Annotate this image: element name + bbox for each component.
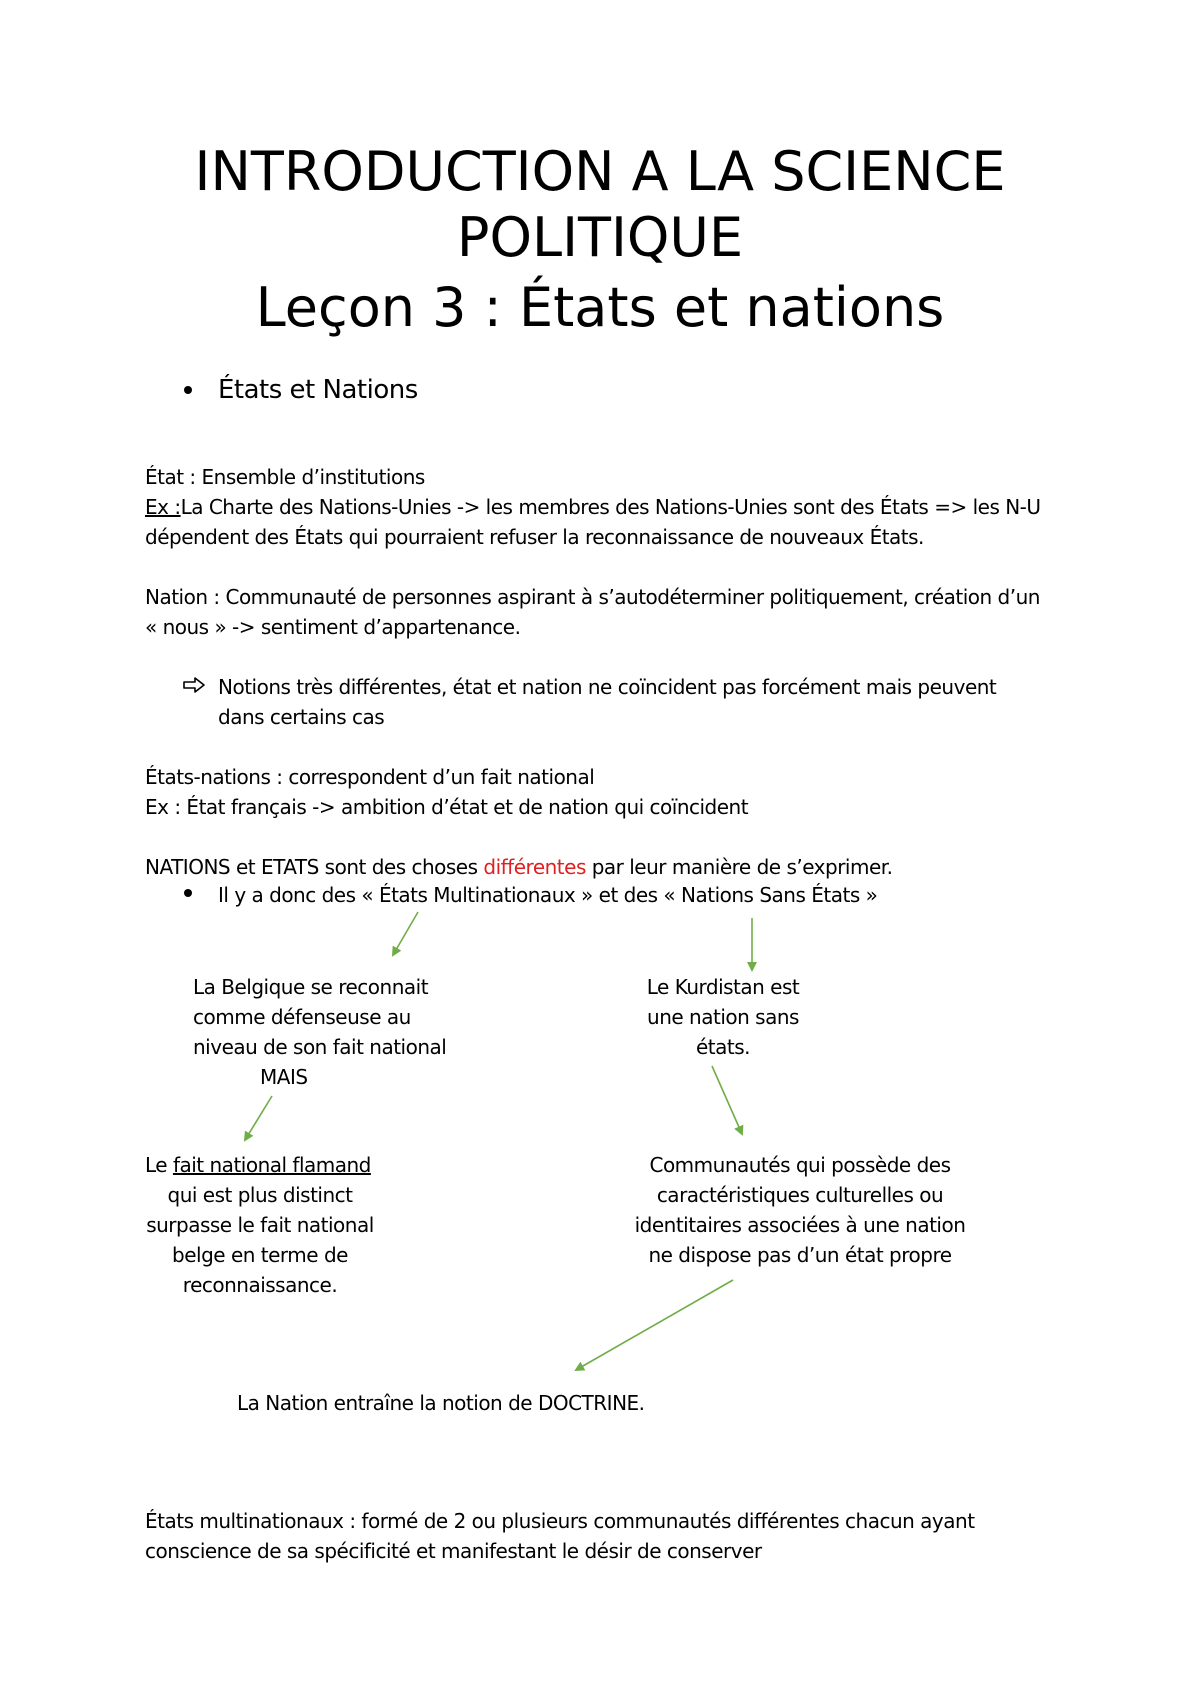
etats-nations-definition: États-nations : correspondent d’un fait national bbox=[145, 765, 595, 789]
section-heading: États et Nations bbox=[218, 375, 418, 405]
etat-example-line-2: dépendent des États qui pourraient refuser la reconnaissance de nouveaux États. bbox=[145, 525, 924, 549]
document-title-line-2: POLITIQUE bbox=[456, 206, 744, 269]
arrow-to-belgique bbox=[393, 912, 418, 955]
flamand-line-3: surpasse le fait national bbox=[146, 1213, 374, 1237]
flamand-line-2: qui est plus distinct bbox=[167, 1183, 353, 1207]
example-text: La Charte des Nations-Unies -> les membres des Nations-Unies sont des États => les N-U bbox=[180, 495, 1041, 519]
arrow-to-doctrine bbox=[576, 1280, 733, 1370]
sentence-start: NATIONS et ETATS sont des choses bbox=[145, 855, 484, 879]
flamand-underlined: fait national flamand bbox=[172, 1153, 371, 1177]
arrow-to-flamand bbox=[245, 1096, 272, 1140]
nation-definition-line-1: Nation : Communauté de personnes aspirant à s’autodéterminer politiquement, création d’un bbox=[145, 585, 1040, 609]
example-label: Ex : bbox=[145, 495, 181, 519]
belgique-line-4: MAIS bbox=[260, 1065, 308, 1089]
communautes-line-3: identitaires associées à une nation bbox=[634, 1213, 966, 1237]
conclusion-line-1: Notions très différentes, état et nation ne coïncident pas forcément mais peuvent bbox=[218, 675, 997, 699]
flamand-line-4: belge en terme de bbox=[172, 1243, 348, 1267]
arrow-to-communautes bbox=[712, 1066, 742, 1134]
communautes-line-4: ne dispose pas d’un état propre bbox=[648, 1243, 952, 1267]
document-title-line-1: INTRODUCTION A LA SCIENCE bbox=[194, 140, 1006, 203]
communautes-line-1: Communautés qui possède des bbox=[649, 1153, 951, 1177]
multinationaux-line-2: conscience de sa spécificité et manifestant le désir de conserver bbox=[145, 1539, 762, 1563]
kurdistan-line-3: états. bbox=[695, 1035, 751, 1059]
belgique-line-1: La Belgique se reconnait bbox=[193, 975, 429, 999]
kurdistan-line-2: une nation sans bbox=[647, 1005, 799, 1029]
nation-definition-line-2: « nous » -> sentiment d’appartenance. bbox=[145, 615, 521, 639]
highlighted-word: différentes bbox=[483, 855, 586, 879]
conclusion-line-2: dans certains cas bbox=[218, 705, 385, 729]
flamand-prefix: Le bbox=[145, 1153, 173, 1177]
belgique-line-3: niveau de son fait national bbox=[193, 1035, 447, 1059]
belgique-line-2: comme défenseuse au bbox=[193, 1005, 411, 1029]
kurdistan-line-1: Le Kurdistan est bbox=[646, 975, 800, 999]
etats-nations-example: Ex : État français -> ambition d’état et de nation qui coïncident bbox=[145, 795, 749, 819]
communautes-line-2: caractéristiques culturelles ou bbox=[656, 1183, 944, 1207]
multinational-bullet: Il y a donc des « États Multinationaux » et des « Nations Sans États » bbox=[218, 883, 878, 907]
flamand-line-5: reconnaissance. bbox=[182, 1273, 338, 1297]
doctrine-statement: La Nation entraîne la notion de DOCTRINE. bbox=[237, 1391, 645, 1415]
lesson-title: Leçon 3 : États et nations bbox=[255, 276, 945, 339]
etat-definition: État : Ensemble d’institutions bbox=[145, 465, 425, 489]
sentence-end: par leur manière de s’exprimer. bbox=[585, 855, 893, 879]
multinationaux-line-1: États multinationaux : formé de 2 ou plusieurs communautés différentes chacun ayant bbox=[145, 1509, 975, 1533]
